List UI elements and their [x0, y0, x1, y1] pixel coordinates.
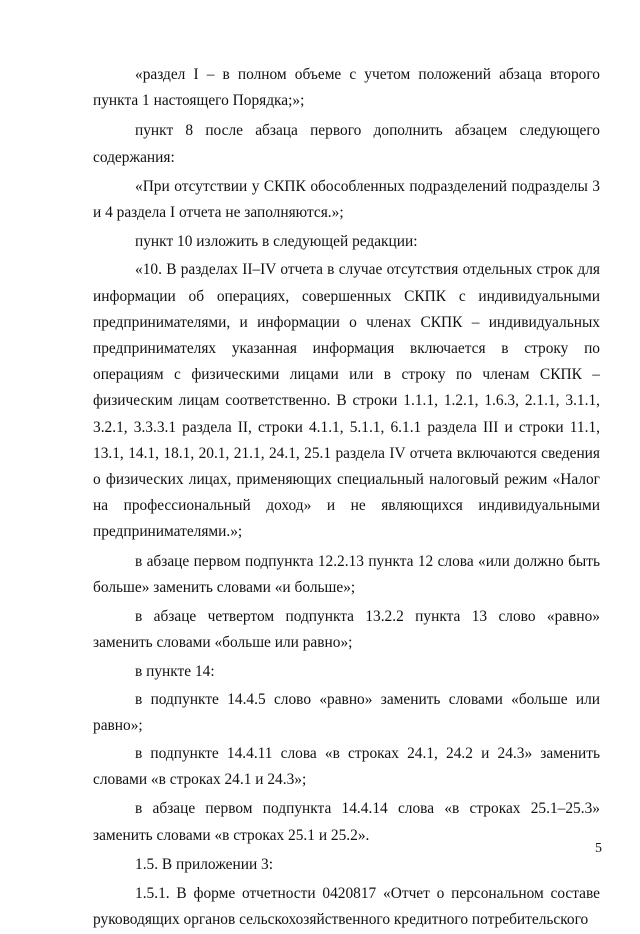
paragraph-subpoint-14-4-5: в подпункте 14.4.5 слово «равно» заменить словами «больше или равно»;	[93, 690, 600, 734]
paragraph-subpoint-12-2-13: в абзаце первом подпункта 12.2.13 пункта 12 слова «или должно быть больше» заменить словами «и больше»;	[93, 552, 600, 596]
paragraph-subpoint-14-4-14: в абзаце первом подпункта 14.4.14 слова «в строках 25.1–25.3» заменить словами «в строках 25.1 и 25.2».	[93, 800, 600, 844]
paragraph-point-8: пункт 8 после абзаца первого дополнить абзацем следующего содержания:	[93, 122, 600, 166]
paragraph-subpoint-13-2-2: в абзаце четвертом подпункта 13.2.2 пункта 13 слово «равно» заменить словами «больше или равно»;	[93, 608, 600, 652]
paragraph-point-10-intro: пункт 10 изложить в следующей редакции:	[135, 233, 418, 251]
page-number: 5	[595, 841, 602, 856]
paragraph-no-subdivisions: «При отсутствии у СКПК обособленных подразделений подразделы 3 и 4 раздела I отчета не заполняются.»;	[93, 177, 600, 222]
paragraph-appendix-3: 1.5. В приложении 3:	[135, 855, 273, 873]
paragraph-subpoint-14-4-11: в подпункте 14.4.11 слова «в строках 24.1, 24.2 и 24.3» заменить словами «в строках 24.1 и 24.3»;	[93, 745, 600, 789]
paragraph-section-i: «раздел I – в полном объеме с учетом положений абзаца второго пункта 1 настоящего Порядка;»;	[93, 66, 600, 110]
paragraph-form-0420817: 1.5.1. В форме отчетности 0420817 «Отчет о персональном составе руководящих органов сельскохозяйственного кредитного потребительского	[93, 885, 600, 929]
document-body	[93, 62, 600, 934]
paragraph-point-14: в пункте 14:	[135, 663, 215, 681]
paragraph-point-10-text: «10. В разделах II–IV отчета в случае отсутствия отдельных строк для информации об операциях, совершенных СКПК с индивидуальными предпринимателями, и информации о членах СКПК – индивидуальных предпринимателях указанная информация включается в строку по операциям с физическими лицами или в строку по членам СКПК – физическим лицам соответственно. В строки 1.1.1, 1.2.1, 1.6.3, 2.1.1, 3.1.1, 3.2.1, 3.3.3.1 раздела II, строки 4.1.1, 5.1.1, 6.1.1 раздела III и строки 11.1, 13.1, 14.1, 18.1, 20.1, 21.1, 24.1, 25.1 раздела IV отчета включаются сведения о физических лицах, применяющих специальный налоговый режим «Налог на профессиональный доход» и не являющихся индивидуальными предпринимателями.»;	[93, 261, 600, 541]
